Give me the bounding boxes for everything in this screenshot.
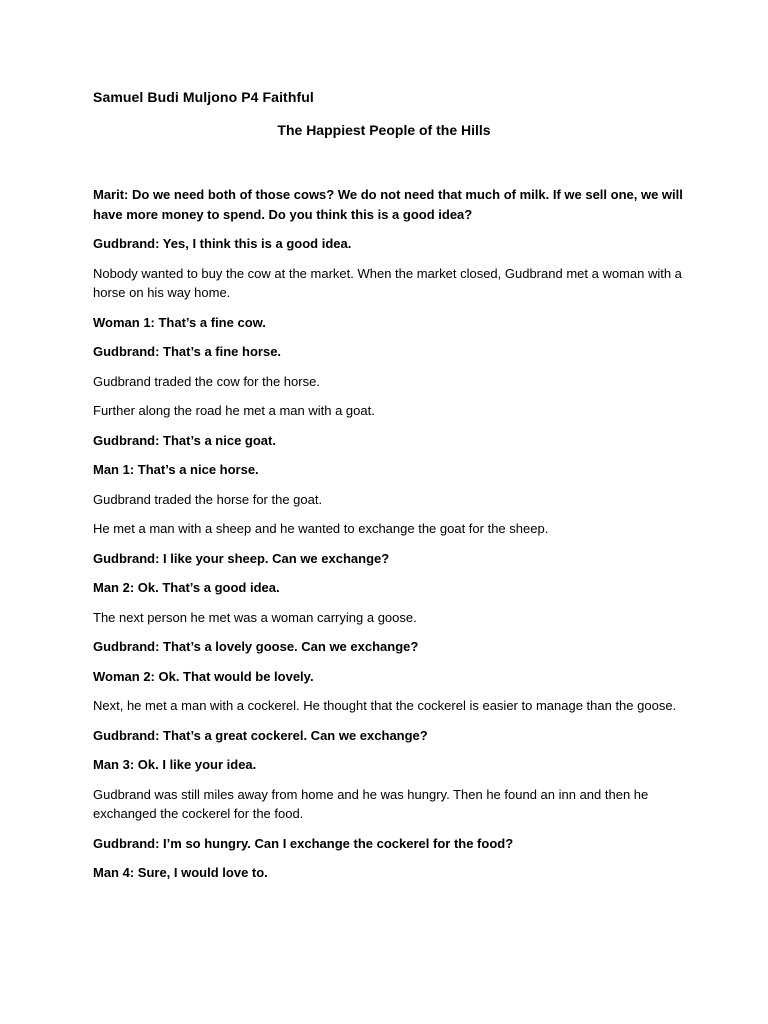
document-title: The Happiest People of the Hills [277, 122, 491, 138]
paragraph: Gudbrand traded the horse for the goat. [93, 491, 323, 507]
paragraph: Gudbrand: I like your sheep. Can we exchange? [93, 550, 390, 566]
paragraph: Man 1: That’s a nice horse. [93, 462, 259, 477]
paragraph: The next person he met was a woman carrying a goose. [93, 609, 417, 625]
paragraph: Next, he met a man with a cockerel. He thought that the cockerel is easier to manage than the goose. [93, 698, 677, 713]
paragraph: Gudbrand: That’s a fine horse. [93, 344, 282, 359]
document-body [93, 185, 683, 893]
paragraph: Man 2: Ok. That’s a good idea. [93, 580, 280, 595]
paragraph: Further along the road he met a man with a goat. [93, 403, 375, 418]
author-line: Samuel Budi Muljono P4 Faithful [93, 89, 314, 105]
paragraph: Man 3: Ok. I like your idea. [93, 757, 257, 772]
paragraph: Gudbrand: That’s a lovely goose. Can we exchange? [93, 639, 419, 654]
paragraph: Gudbrand: Yes, I think this is a good idea. [93, 236, 352, 251]
paragraph: Man 4: Sure, I would love to. [93, 865, 268, 880]
paragraph: He met a man with a sheep and he wanted to exchange the goat for the sheep. [93, 521, 549, 536]
paragraph: Woman 1: That’s a fine cow. [93, 314, 266, 330]
paragraph: Marit: Do we need both of those cows? We do not need that much of milk. If we sell one, we will have more money to spend. Do you think this is a good idea? [93, 187, 683, 222]
paragraph: Gudbrand traded the cow for the horse. [93, 373, 320, 389]
paragraph: Woman 2: Ok. That would be lovely. [93, 668, 314, 684]
paragraph: Gudbrand: I’m so hungry. Can I exchange the cockerel for the food? [93, 835, 514, 851]
paragraph: Gudbrand: That’s a great cockerel. Can we exchange? [93, 727, 428, 743]
paragraph: Nobody wanted to buy the cow at the market. When the market closed, Gudbrand met a woman with a horse on his way home. [93, 265, 682, 300]
paragraph: Gudbrand was still miles away from home and he was hungry. Then he found an inn and then he exchanged the cockerel for the food. [93, 786, 649, 821]
paragraph: Gudbrand: That’s a nice goat. [93, 432, 276, 448]
